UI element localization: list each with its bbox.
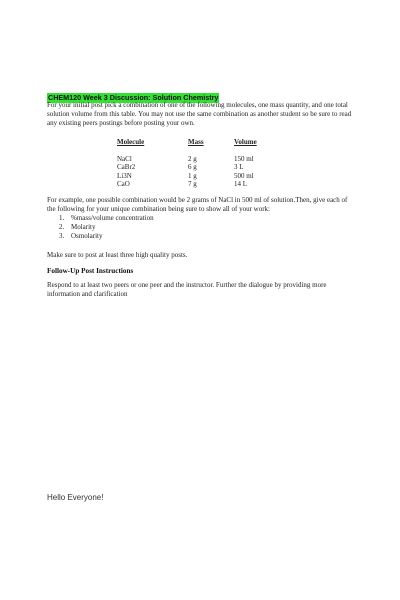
table-cell-mass: 7 g [188,180,197,189]
list-item [59,214,154,223]
list-text: %mass/volume concentration [71,214,154,222]
table-row [117,163,307,172]
list-text: Molarity [71,223,96,231]
requirements-list [59,214,154,241]
table-row [117,155,307,164]
table-cell-molecule: CaBr2 [117,163,136,172]
greeting-text: Hello Everyone! [47,493,104,502]
document-title: CHEM120 Week 3 Discussion: Solution Chemistry [48,93,219,102]
list-number: 3. [59,232,65,240]
intro-paragraph: For your initial post pick a combination of one of the following molecules, one mass quantity, and one total solution volume from this table. You may not use the same combination as another student so be sure to read any existing peers postings before posting your own. [47,101,352,128]
table-cell-mass: 2 g [188,154,197,163]
table-cell-volume: 3 L [234,163,244,172]
table-cell-mass: 1 g [188,171,197,180]
table-cell-molecule: Li3N [117,171,132,180]
list-item [59,223,154,232]
header-volume: Volume [234,138,257,146]
list-number: 2. [59,223,65,231]
table-cell-volume: 14 L [234,180,248,189]
header-molecule: Molecule [117,138,145,146]
table-row [117,172,307,181]
table-cell-volume: 150 ml [234,154,254,163]
table-row [117,180,307,189]
table-cell-mass: 6 g [188,163,197,172]
list-text: Osmolarity [71,232,103,240]
header-mass: Mass [188,138,204,146]
list-item [59,232,154,241]
example-paragraph: For example, one possible combination would be 2 grams of NaCl in 500 ml of solution.Then, give each of the following for your unique combination being sure to show all of your work: [47,196,348,214]
solution-table [117,138,307,189]
title-container [47,87,219,102]
table-cell-molecule: CaO [117,180,130,189]
list-number: 1. [59,214,65,222]
table-cell-volume: 500 ml [234,171,254,180]
table-header-row [117,138,307,147]
follow-up-paragraph: Respond to at least two peers or one peer and the instructor. Further the dialogue by providing more information and clarification [47,281,327,299]
follow-up-heading: Follow-Up Post Instructions [47,267,134,275]
posts-note: Make sure to post at least three high quality posts. [47,251,188,259]
table-cell-molecule: NaCl [117,154,132,163]
